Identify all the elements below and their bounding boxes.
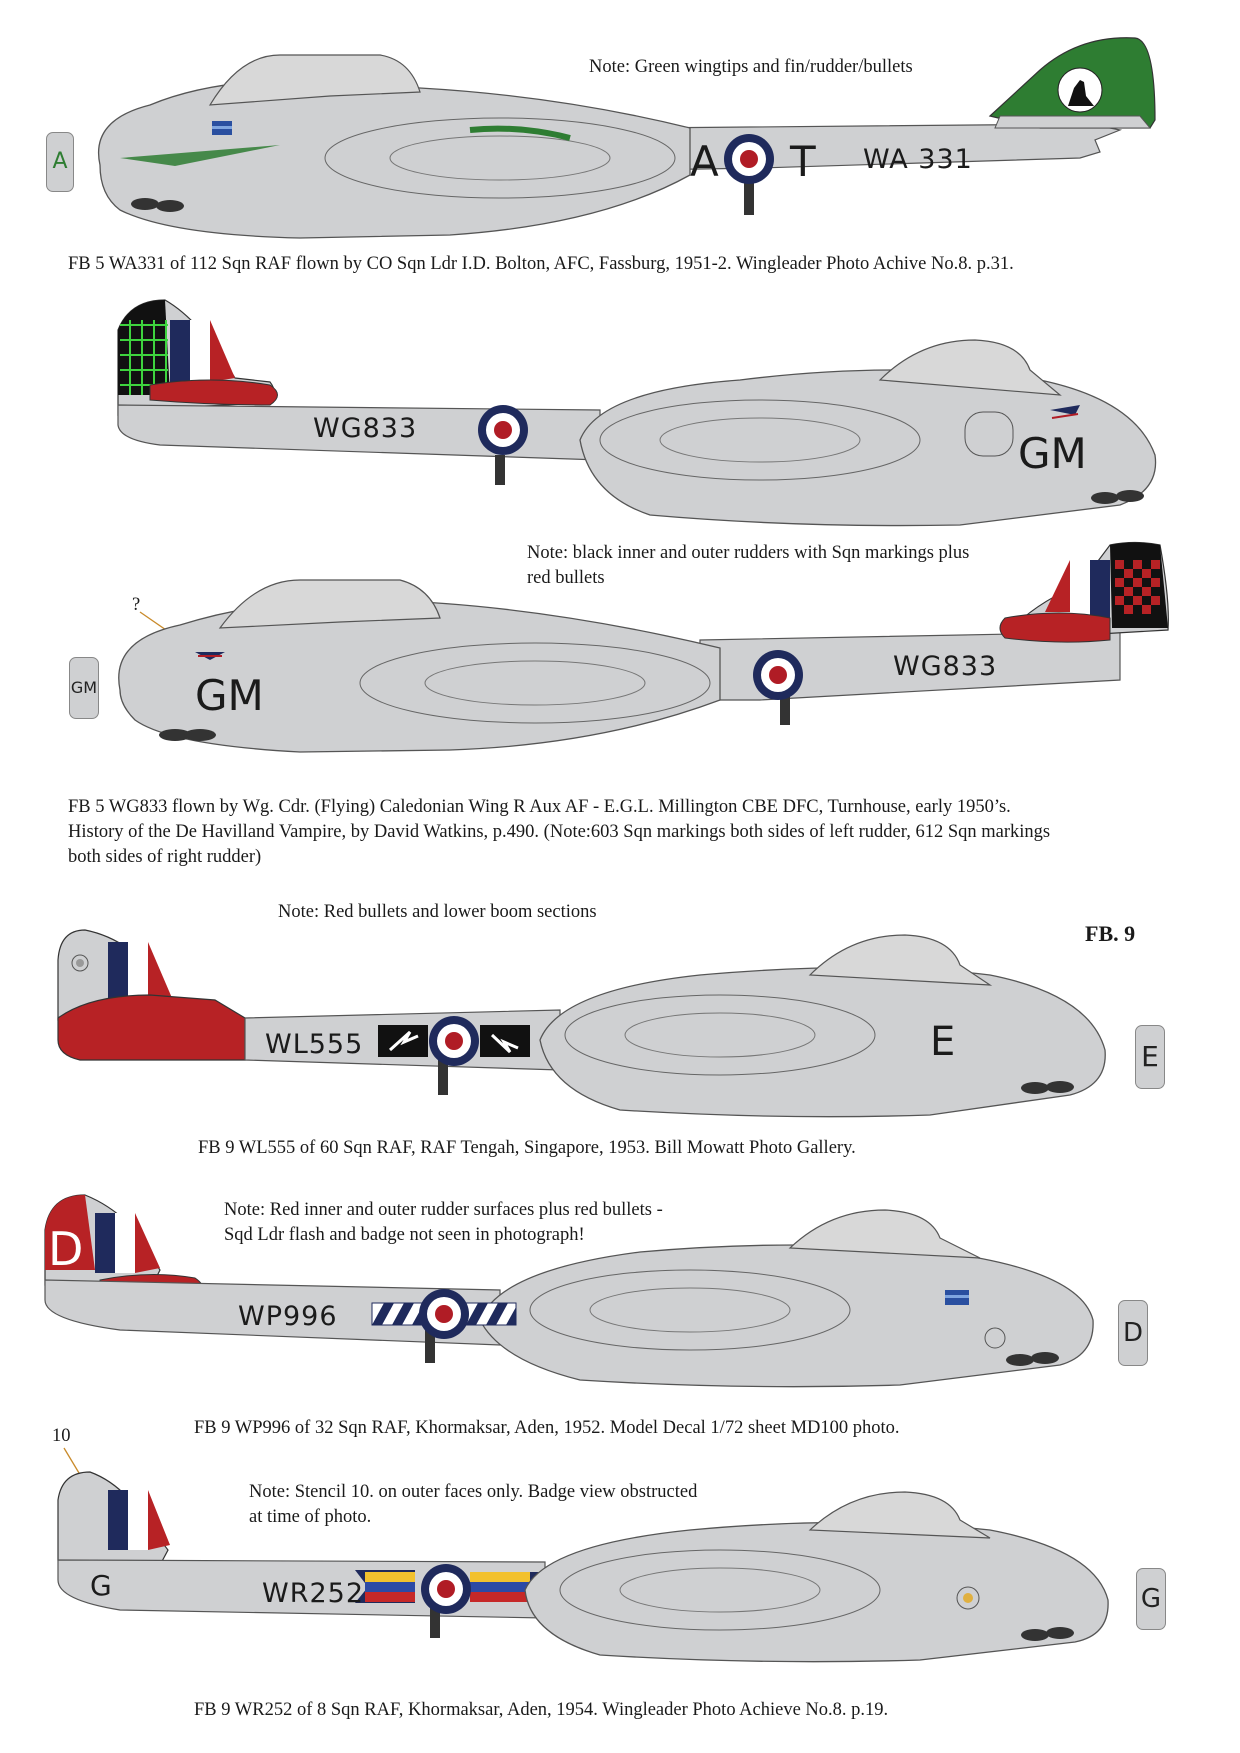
nose-code-plate: GM [69, 657, 99, 719]
profile-note-line2: at time of photo. [249, 1507, 372, 1527]
caption: FB 9 WR252 of 8 Sqn RAF, Khormaksar, Aden, 1954. Wingleader Photo Achieve No.8. p.19. [194, 1700, 889, 1720]
boom-code: G [90, 1569, 112, 1602]
serial-label: WA 331 [863, 144, 973, 175]
section-header: FB. 9 [1085, 921, 1136, 946]
profile-note-line1: Note: Stencil 10. on outer faces only. Badge view obstructed [249, 1482, 698, 1502]
nose-code-plate: D [1118, 1300, 1148, 1366]
profile-note-line1: Note: black inner and outer rudders with Sqn markings plus [527, 543, 970, 563]
serial-label: WR252 [262, 1578, 364, 1609]
profile-note: Note: Green wingtips and fin/rudder/bullets [589, 57, 913, 77]
caption-line1: FB 5 WG833 flown by Wg. Cdr. (Flying) Caledonian Wing R Aux AF - E.G.L. Millington CBE DFC, Turnhouse, early 1950’s. [68, 797, 1011, 817]
nose-code-plate: A [46, 132, 74, 192]
profile-note: Note: Red bullets and lower boom sections [278, 902, 597, 922]
profile-note-line1: Note: Red inner and outer rudder surfaces plus red bullets - [224, 1200, 663, 1220]
fin-code: D [48, 1222, 84, 1276]
nose-code-plate: G [1136, 1568, 1166, 1630]
serial-label: WG833 [313, 413, 418, 444]
code-label: GM [1018, 429, 1087, 478]
caption: FB 9 WL555 of 60 Sqn RAF, RAF Tengah, Singapore, 1953. Bill Mowatt Photo Gallery. [198, 1138, 856, 1158]
serial-label: WG833 [893, 651, 998, 682]
serial-label: WP996 [238, 1301, 338, 1332]
caption-line2: History of the De Havilland Vampire, by David Watkins, p.490. (Note:603 Sqn markings both sides of left rudder, 612 Sqn markings [68, 822, 1051, 842]
code-label: E [930, 1019, 956, 1065]
nose-code-plate: E [1135, 1025, 1165, 1089]
question-mark: ? [132, 595, 141, 615]
caption: FB 9 WP996 of 32 Sqn RAF, Khormaksar, Aden, 1952. Model Decal 1/72 sheet MD100 photo. [194, 1418, 900, 1438]
profile-note-line2: Sqd Ldr flash and badge not seen in photograph! [224, 1225, 585, 1245]
caption-line3: both sides of right rudder) [68, 847, 262, 867]
code-left: A [690, 137, 719, 186]
serial-label: WL555 [265, 1029, 364, 1060]
code-right: T [790, 137, 816, 186]
profile-note-line2: red bullets [527, 568, 605, 588]
stencil-label: 10 [52, 1426, 71, 1446]
code-label: GM [195, 671, 264, 720]
caption: FB 5 WA331 of 112 Sqn RAF flown by CO Sqn Ldr I.D. Bolton, AFC, Fassburg, 1951-2. Wingleader Photo Achive No.8. p.31. [68, 254, 1014, 274]
